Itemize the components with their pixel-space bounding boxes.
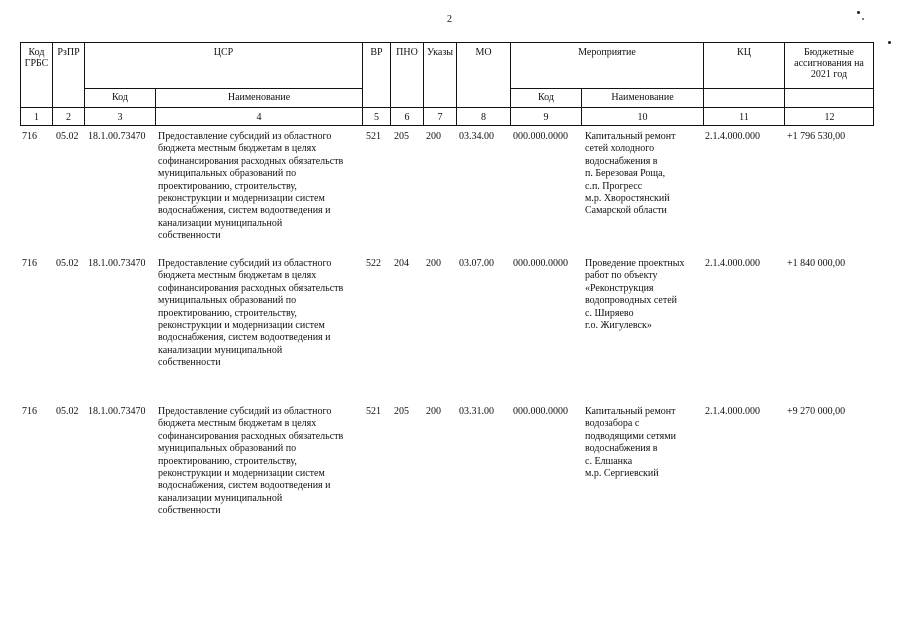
row-divider bbox=[84, 88, 362, 89]
header-mer-name: Наименование bbox=[611, 92, 674, 103]
header-vr: ВР bbox=[370, 47, 383, 58]
cell-mo: 03.07.00 bbox=[459, 258, 494, 269]
cell-amount: +1 796 530,00 bbox=[787, 131, 846, 142]
cell-mer-name: Капитальный ремонт водозабора с подводящими сетями водоснабжения в с. Елшанка м.р. Сергиевский bbox=[585, 406, 676, 480]
cell-vr: 521 bbox=[366, 131, 381, 142]
cell-grbs: 716 bbox=[22, 406, 37, 417]
col-number: 8 bbox=[481, 112, 486, 123]
header-mo: МО bbox=[475, 47, 492, 58]
cell-mer-code: 000.000.0000 bbox=[513, 406, 568, 417]
cell-csr-name: Предоставление субсидий из областного бюджета местным бюджетам в целях софинансирования расходных обязательств муниципальных образований по проектированию, строительству, реконструкции и модернизации систем водоснабжения, систем водоотведения и канализации муниципальной собственности bbox=[158, 406, 344, 517]
cell-csr-code: 18.1.00.73470 bbox=[88, 258, 146, 269]
cell-vr: 521 bbox=[366, 406, 381, 417]
cell-kc: 2.1.4.000.000 bbox=[705, 406, 760, 417]
row-divider bbox=[510, 88, 874, 89]
col-number: 11 bbox=[739, 112, 749, 123]
header-budget: Бюджетные ассигнования на 2021 год bbox=[794, 47, 864, 80]
cell-mer-code: 000.000.0000 bbox=[513, 258, 568, 269]
header-kc: КЦ bbox=[737, 47, 751, 58]
cell-vr: 522 bbox=[366, 258, 381, 269]
cell-rzpr: 05.02 bbox=[56, 131, 79, 142]
cell-rzpr: 05.02 bbox=[56, 258, 79, 269]
cell-pno: 204 bbox=[394, 258, 409, 269]
cell-kc: 2.1.4.000.000 bbox=[705, 131, 760, 142]
col-number: 1 bbox=[34, 112, 39, 123]
table-row bbox=[0, 406, 905, 526]
header-mer-kod: Код bbox=[538, 92, 554, 103]
cell-pno: 205 bbox=[394, 131, 409, 142]
cell-csr-code: 18.1.00.73470 bbox=[88, 406, 146, 417]
cell-ukazy: 200 bbox=[426, 258, 441, 269]
cell-mer-code: 000.000.0000 bbox=[513, 131, 568, 142]
header-kod-grbs: Код ГРБС bbox=[24, 47, 49, 69]
row-divider bbox=[20, 107, 874, 108]
header-rzpr: РзПР bbox=[57, 47, 80, 58]
col-number: 3 bbox=[117, 112, 123, 123]
cell-csr-name: Предоставление субсидий из областного бюджета местным бюджетам в целях софинансирования расходных обязательств муниципальных образований по проектированию, строительству, реконструкции и модернизации систем водоснабжения, систем водоотведения и канализации муниципальной собственности bbox=[158, 258, 344, 369]
col-number: 4 bbox=[256, 112, 262, 123]
col-number: 6 bbox=[404, 112, 410, 123]
scan-speck bbox=[862, 18, 864, 20]
cell-ukazy: 200 bbox=[426, 406, 441, 417]
header-pno: ПНО bbox=[396, 47, 418, 58]
col-number: 5 bbox=[374, 112, 379, 123]
col-number: 12 bbox=[824, 112, 835, 123]
col-number: 10 bbox=[637, 112, 648, 123]
header-ukazy: Указы bbox=[426, 47, 453, 58]
cell-pno: 205 bbox=[394, 406, 409, 417]
col-number: 7 bbox=[437, 112, 443, 123]
cell-csr-name: Предоставление субсидий из областного бюджета местным бюджетам в целях софинансирования расходных обязательств муниципальных образований по проектированию, строительству, реконструкции и модернизации систем водоснабжения, систем водоотведения и канализации муниципальной собственности bbox=[158, 131, 344, 242]
header-csr-name: Наименование bbox=[227, 92, 291, 103]
table-row bbox=[0, 131, 905, 251]
cell-mo: 03.34.00 bbox=[459, 131, 494, 142]
cell-ukazy: 200 bbox=[426, 131, 441, 142]
table-row bbox=[0, 258, 905, 378]
scan-speck bbox=[888, 41, 891, 44]
header-meropriyatie: Мероприятие bbox=[578, 47, 636, 58]
header-csr: ЦСР bbox=[213, 47, 234, 58]
cell-csr-code: 18.1.00.73470 bbox=[88, 131, 146, 142]
cell-mer-name: Капитальный ремонт сетей холодного водоснабжения в п. Березовая Роща, с.п. Прогресс м.р. Хворостянский Самарской области bbox=[585, 131, 676, 217]
cell-rzpr: 05.02 bbox=[56, 406, 79, 417]
cell-amount: +1 840 000,00 bbox=[787, 258, 846, 269]
col-number: 2 bbox=[66, 112, 71, 123]
scan-speck bbox=[857, 11, 860, 14]
cell-kc: 2.1.4.000.000 bbox=[705, 258, 760, 269]
header-csr-kod: Код bbox=[112, 92, 128, 103]
cell-mo: 03.31.00 bbox=[459, 406, 494, 417]
page-number: 2 bbox=[447, 14, 452, 25]
cell-mer-name: Проведение проектных работ по объекту «Реконструкция водопроводных сетей с. Ширяево г.о. Жигулевск» bbox=[585, 258, 685, 332]
cell-grbs: 716 bbox=[22, 258, 37, 269]
col-number: 9 bbox=[543, 112, 549, 123]
cell-amount: +9 270 000,00 bbox=[787, 406, 846, 417]
cell-grbs: 716 bbox=[22, 131, 37, 142]
